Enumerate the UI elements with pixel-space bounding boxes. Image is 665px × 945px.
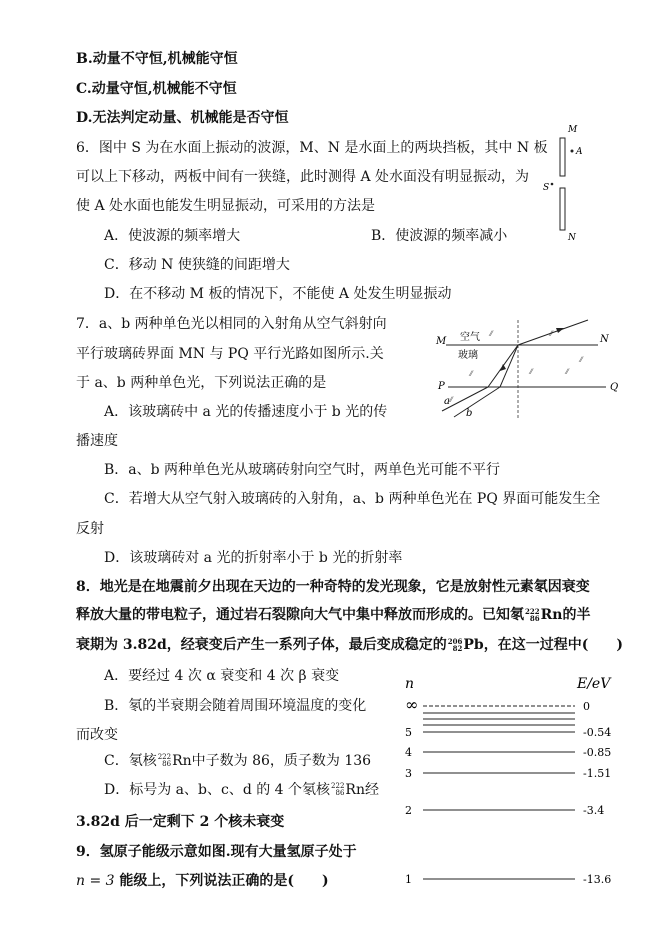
q6-point-a — [571, 150, 574, 153]
q8-line3-suffix: ，在这一过程中( ) — [483, 637, 623, 653]
q9-line1: 9．氢原子能级示意如图.现有大量氢原子处于 — [76, 844, 357, 860]
energy-level-e-0: 0 — [583, 700, 590, 713]
q8-option-b-line1: B．氡的半衰期会随着周围环境温度的变化 — [104, 698, 367, 714]
q7-line2: 平行玻璃砖界面 MN 与 PQ 平行光路如图所示.关 — [76, 346, 384, 362]
q9-line2-text: 能级上，下列说法正确的是( ) — [114, 873, 329, 889]
rn-symbol-d: Rn — [345, 782, 365, 798]
q7-label-q: Q — [610, 382, 619, 393]
q6-barrier-n — [560, 188, 565, 230]
prev-option-d: D.无法判定动量、机械能是否守恒 — [76, 110, 289, 126]
q6-source-s — [551, 183, 554, 186]
energy-e-header: E/eV — [577, 676, 611, 692]
q7-line3: 于 a、b 两种单色光，下列说法正确的是 — [76, 375, 327, 391]
q7-hatch-7: ⁄⁄ — [450, 396, 453, 404]
q8-option-d-text: D．标号为 a、b、c、d 的 4 个氡核 — [104, 782, 331, 798]
q8-option-a: A．要经过 4 次 α 衰变和 4 次 β 衰变 — [104, 668, 340, 684]
q7-label-glass: 玻璃 — [458, 350, 478, 361]
q7-ray-exit — [518, 320, 588, 345]
q7-line1: 7．a、b 两种单色光以相同的入射角从空气斜射向 — [76, 316, 387, 332]
q9-line2 — [76, 872, 329, 890]
q7-label-p: P — [438, 381, 445, 392]
q7-ray-b-incident — [454, 387, 500, 417]
q8-line2-text: 释放大量的带电粒子，通过岩石裂隙向大气中集中释放而形成的。已知氡 — [76, 607, 524, 623]
q7-label-air: 空气 — [460, 332, 480, 343]
rn-atomic-number-d: 86 — [335, 789, 345, 797]
energy-n-header: n — [405, 676, 415, 692]
rn-symbol: Rn — [540, 607, 563, 623]
pb-atomic-number: 82 — [452, 644, 463, 653]
q6-label-m: M — [568, 125, 578, 135]
energy-level-e-1: -0.54 — [583, 726, 612, 739]
q6-label-n: N — [568, 233, 576, 243]
q6-option-c: C．移动 N 使狭缝的间距增大 — [104, 257, 290, 273]
pb-symbol: Pb — [463, 637, 484, 653]
q8-option-c-suffix: 中子数为 86，质子数为 136 — [191, 753, 372, 769]
q7-hatch-6: ⁄⁄ — [580, 356, 583, 364]
energy-levels — [405, 695, 611, 886]
prev-option-b: B.动量不守恒,机械能守恒 — [76, 51, 238, 67]
q7-option-a-line2: 播速度 — [76, 433, 118, 449]
q7-option-b: B．a、b 两种单色光从玻璃砖射向空气时，两单色光可能不平行 — [104, 462, 501, 478]
q7-label-m: M — [436, 336, 447, 347]
q6-slit-figure — [540, 118, 590, 248]
q8-option-c-text: C．氡核 — [104, 753, 157, 769]
q7-option-d: D．该玻璃砖对 a 光的折射率小于 b 光的折射率 — [104, 550, 403, 566]
q6-option-a: A．使波源的频率增大 — [104, 228, 241, 244]
pb-mass-number: 206 — [447, 637, 463, 646]
q8-line2 — [76, 602, 590, 628]
q6-label-a: A — [576, 147, 583, 157]
energy-level-n-5: 1 — [405, 873, 412, 886]
rn-mass-number-d: 222 — [331, 782, 345, 790]
rn-atomic-number: 86 — [529, 614, 540, 623]
q7-hatch-2: ⁄⁄ — [550, 330, 553, 338]
energy-level-n-4: 2 — [405, 804, 412, 817]
energy-level-n-3: 3 — [405, 767, 412, 780]
q6-option-b: B．使波源的频率减小 — [371, 228, 508, 244]
energy-level-n-1: 5 — [405, 726, 412, 739]
q8-line1: 8．地光是在地震前夕出现在天边的一种奇特的发光现象，它是放射性元素氡因衰变 — [76, 579, 590, 595]
q8-option-b-line2: 而改变 — [76, 727, 118, 743]
q9-level-expression: n = 3 — [76, 873, 115, 889]
energy-level-e-3: -1.51 — [583, 767, 612, 780]
q8-line3 — [76, 632, 623, 658]
q7-option-a-line1: A．该玻璃砖中 a 光的传播速度小于 b 光的传 — [104, 404, 388, 420]
rn-nuclide-numbers — [525, 608, 540, 622]
energy-level-diagram — [385, 670, 630, 890]
q7-label-b: b — [466, 408, 473, 419]
q7-hatch-3: ⁄⁄ — [470, 370, 473, 378]
q7-option-c-line2: 反射 — [76, 521, 104, 537]
q7-arrow-glass — [500, 364, 506, 371]
rn-symbol-c: Rn — [172, 753, 192, 769]
q7-arrow-exit — [556, 328, 564, 333]
rn-nuclide-numbers-c — [158, 754, 171, 768]
q7-option-c-line1: C．若增大从空气射入玻璃砖的入射角，a、b 两种单色光在 PQ 界面可能发生全 — [104, 491, 601, 507]
q8-line3-text: 衰期为 3.82d，经衰变后产生一系列子体，最后变成稳定的 — [76, 637, 447, 653]
energy-level-n-0: ∞ — [405, 695, 419, 714]
q6-line3: 使 A 处水面也能发生明显振动，可采用的方法是 — [76, 198, 376, 214]
energy-level-e-2: -0.85 — [583, 746, 612, 759]
q8-line2-suffix: 的半 — [562, 607, 591, 623]
rn-nuclide-numbers-d — [331, 783, 344, 797]
rn-mass-number: 222 — [525, 607, 540, 616]
q7-label-a: a — [444, 396, 450, 407]
energy-level-e-4: -3.4 — [583, 804, 605, 817]
pb-nuclide-numbers — [448, 638, 463, 652]
q7-hatch-4: ⁄⁄ — [530, 368, 533, 376]
q6-line2: 可以上下移动，两板中间有一狭缝，此时测得 A 处水面没有明显振动，为 — [76, 169, 530, 185]
prev-option-c: C.动量守恒,机械能不守恒 — [76, 81, 237, 97]
q8-option-d-suffix: 经 — [364, 782, 379, 798]
q8-option-c — [104, 748, 371, 774]
q7-label-n: N — [600, 334, 609, 345]
energy-level-n-2: 4 — [405, 746, 412, 759]
q7-hatch-5: ⁄⁄ — [566, 368, 569, 376]
q6-line1: 6．图中 S 为在水面上振动的波源，M、N 是水面上的两块挡板，其中 N 板 — [76, 140, 548, 156]
q7-hatch-1: ⁄⁄ — [490, 330, 493, 338]
q6-label-s: S — [543, 183, 550, 193]
q6-option-d: D．在不移动 M 板的情况下，不能使 A 处发生明显振动 — [104, 286, 452, 302]
rn-mass-number-c: 222 — [157, 753, 172, 761]
q8-option-d — [104, 777, 379, 803]
q6-barrier-m — [560, 138, 565, 176]
energy-level-e-5: -13.6 — [583, 873, 612, 886]
rn-atomic-number-c: 86 — [162, 760, 172, 768]
q8-option-d-line2: 3.82d 后一定剩下 2 个核未衰变 — [76, 814, 285, 830]
q7-refraction-figure — [430, 318, 626, 420]
